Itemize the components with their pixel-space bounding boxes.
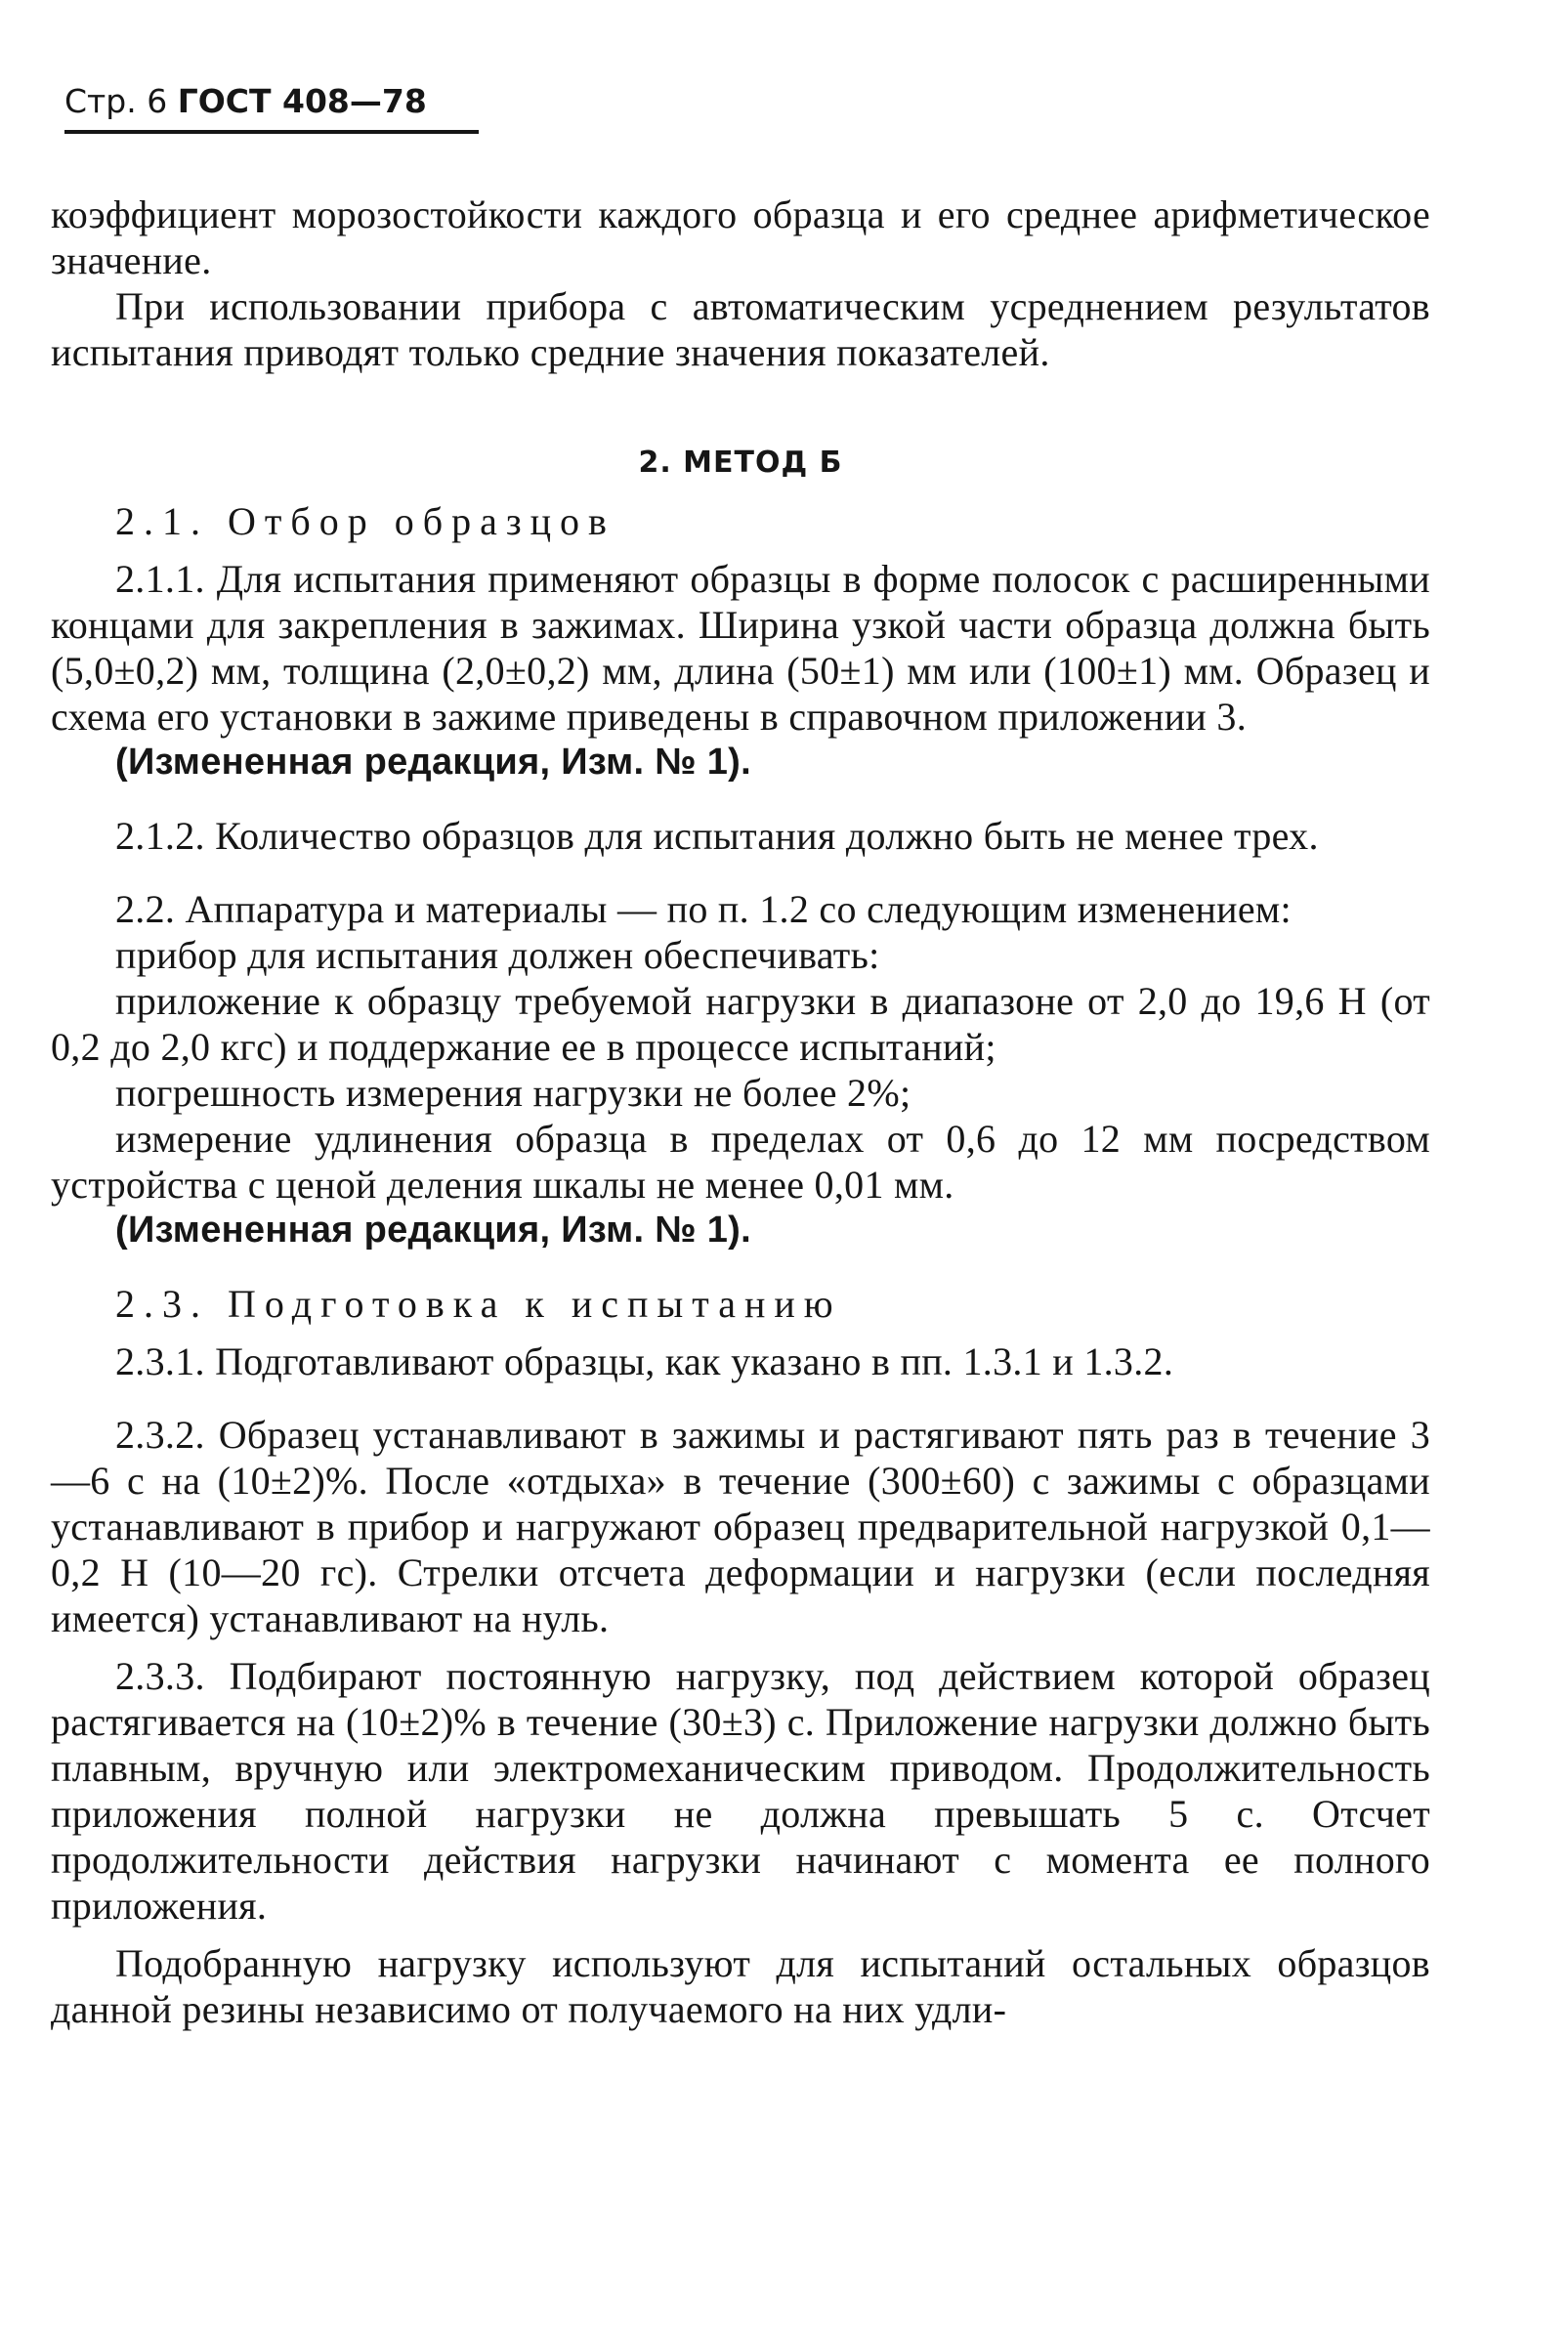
header-divider bbox=[64, 130, 479, 134]
page-header bbox=[64, 82, 427, 121]
intro-paragraph-continuation: коэффициент морозостойкости каждого образца и его среднее арифметическое значение. bbox=[51, 192, 1430, 282]
clause-2-3-1: 2.3.1. Подготавливают образцы, как указано в пп. 1.3.1 и 1.3.2. bbox=[115, 1339, 1174, 1383]
intro-paragraph-averaging: При использовании прибора с автоматическим усреднением результатов испытания приводят только средние значения показателей. bbox=[51, 284, 1430, 374]
clause-2-1-2: 2.1.2. Количество образцов для испытания должно быть не менее трех. bbox=[115, 814, 1319, 858]
clause-2-3-3: 2.3.3. Подбирают постоянную нагрузку, под действием которой образец растягивается на (10±2)% в течение (30±3) с. Приложение нагрузки должно быть плавным, вручную или электромеханическим приводом. Продолжительность приложения полной нагрузки не должна превышать 5 с. Отсчет продолжительности действия нагрузки начинают с момента ее полного приложения. bbox=[51, 1654, 1430, 1928]
closing-paragraph: Подобранную нагрузку используют для испытаний остальных образцов данной резины независимо от получаемого на них удли- bbox=[51, 1941, 1430, 2031]
amendment-note-2: (Измененная редакция, Изм. № 1). bbox=[115, 1210, 751, 1251]
clause-2-3-2: 2.3.2. Образец устанавливают в зажимы и растягивают пять раз в течение 3—6 с на (10±2)%. После «отдыха» в течение (300±60) с зажимы с образцами устанавливают в прибор и нагружают образец предварительной нагрузкой 0,1—0,2 Н (10—20 гс). Стрелки отсчета деформации и нагрузки (если последняя имеется) устанавливают на нуль. bbox=[51, 1413, 1430, 1640]
section-title-method-b: 2. МЕТОД Б bbox=[638, 446, 843, 480]
clause-2-2-requirement: прибор для испытания должен обеспечивать: bbox=[115, 933, 880, 977]
amendment-note-1: (Измененная редакция, Изм. № 1). bbox=[115, 742, 751, 783]
standard-designation: ГОСТ 408—78 bbox=[177, 82, 427, 120]
clause-2-2-elongation: измерение удлинения образца в пределах от 0,6 до 12 мм посредством устройства с ценой деления шкалы не менее 0,01 мм. bbox=[51, 1117, 1430, 1207]
subsection-heading-sampling: 2.1. Отбор образцов bbox=[115, 499, 615, 543]
clause-2-1-1: 2.1.1. Для испытания применяют образцы в форме полосок с расширенными концами для закрепления в зажимах. Ширина узкой части образца должна быть (5,0±0,2) мм, толщина (2,0±0,2) мм, длина (50±1) мм или (100±1) мм. Образец и схема его установки в зажиме приведены в справочном приложении 3. bbox=[51, 557, 1430, 739]
page-number: Стр. 6 bbox=[64, 82, 168, 120]
clause-2-2-load-range: приложение к образцу требуемой нагрузки в диапазоне от 2,0 до 19,6 Н (от 0,2 до 2,0 кгс) и поддержание ее в процессе испытаний; bbox=[51, 979, 1430, 1069]
clause-2-2: 2.2. Аппаратура и материалы — по п. 1.2 со следующим изменением: bbox=[115, 887, 1292, 931]
subsection-heading-preparation: 2.3. Подготовка к испытанию bbox=[115, 1282, 842, 1326]
document-body bbox=[51, 191, 1430, 2032]
clause-2-2-load-accuracy: погрешность измерения нагрузки не более 2%; bbox=[115, 1071, 911, 1115]
